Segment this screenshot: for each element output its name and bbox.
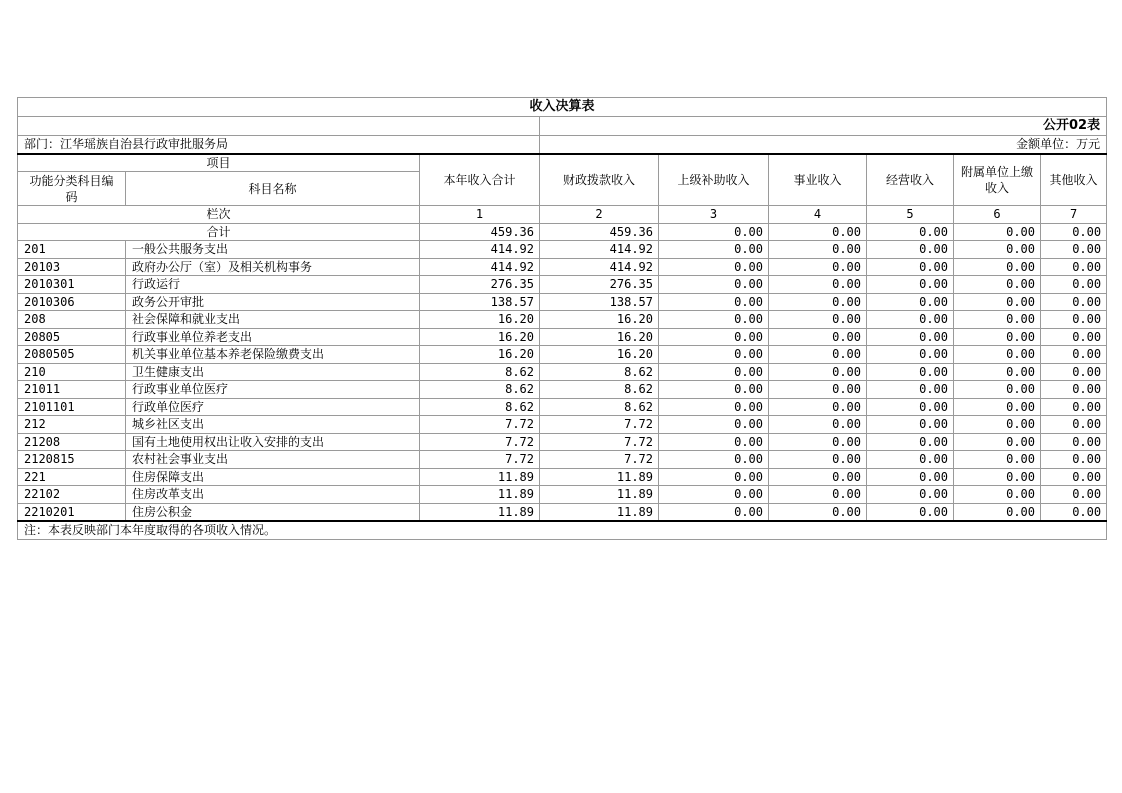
row-value: 0.00 <box>769 416 867 434</box>
row-value: 276.35 <box>420 276 540 294</box>
row-value: 8.62 <box>540 363 659 381</box>
header-operating-income: 经营收入 <box>867 154 954 206</box>
row-name: 住房改革支出 <box>126 486 420 504</box>
row-value: 0.00 <box>1041 258 1107 276</box>
form-id-row <box>18 117 1107 136</box>
row-value: 0.00 <box>1041 398 1107 416</box>
row-value: 7.72 <box>420 433 540 451</box>
row-value: 0.00 <box>769 311 867 329</box>
income-settlement-sheet <box>17 97 1106 540</box>
row-value: 0.00 <box>954 451 1041 469</box>
row-value: 0.00 <box>954 258 1041 276</box>
header-business-income: 事业收入 <box>769 154 867 206</box>
total-value: 459.36 <box>420 223 540 241</box>
row-value: 0.00 <box>659 276 769 294</box>
row-value: 0.00 <box>769 258 867 276</box>
row-name: 行政运行 <box>126 276 420 294</box>
row-value: 0.00 <box>954 276 1041 294</box>
row-value: 0.00 <box>1041 381 1107 399</box>
row-value: 0.00 <box>1041 503 1107 521</box>
row-value: 0.00 <box>867 276 954 294</box>
header-total-income: 本年收入合计 <box>420 154 540 206</box>
row-value: 0.00 <box>954 363 1041 381</box>
row-value: 0.00 <box>659 416 769 434</box>
row-value: 11.89 <box>420 468 540 486</box>
row-value: 0.00 <box>1041 433 1107 451</box>
row-value: 0.00 <box>867 346 954 364</box>
table-row <box>18 486 1107 504</box>
row-name: 机关事业单位基本养老保险缴费支出 <box>126 346 420 364</box>
seq-number: 4 <box>769 206 867 224</box>
seq-number: 3 <box>659 206 769 224</box>
row-value: 0.00 <box>769 503 867 521</box>
header-name: 科目名称 <box>126 172 420 206</box>
row-value: 8.62 <box>420 363 540 381</box>
row-value: 16.20 <box>420 346 540 364</box>
row-name: 住房公积金 <box>126 503 420 521</box>
row-name: 卫生健康支出 <box>126 363 420 381</box>
table-row <box>18 293 1107 311</box>
row-value: 0.00 <box>659 381 769 399</box>
row-value: 0.00 <box>659 328 769 346</box>
row-name: 行政事业单位养老支出 <box>126 328 420 346</box>
row-value: 0.00 <box>769 241 867 259</box>
total-value: 0.00 <box>867 223 954 241</box>
row-value: 11.89 <box>420 503 540 521</box>
table-row <box>18 258 1107 276</box>
row-value: 0.00 <box>659 468 769 486</box>
row-value: 8.62 <box>420 398 540 416</box>
note-row <box>18 521 1107 539</box>
row-name: 政务公开审批 <box>126 293 420 311</box>
row-code: 2010301 <box>18 276 126 294</box>
row-value: 0.00 <box>769 293 867 311</box>
row-value: 0.00 <box>769 398 867 416</box>
form-id: 公开02表 <box>540 117 1107 136</box>
row-value: 7.72 <box>540 451 659 469</box>
row-value: 0.00 <box>769 276 867 294</box>
row-value: 0.00 <box>659 398 769 416</box>
row-value: 16.20 <box>540 328 659 346</box>
row-value: 11.89 <box>540 486 659 504</box>
row-value: 0.00 <box>867 451 954 469</box>
row-value: 0.00 <box>1041 416 1107 434</box>
row-name: 行政事业单位医疗 <box>126 381 420 399</box>
row-value: 0.00 <box>1041 311 1107 329</box>
seq-number: 5 <box>867 206 954 224</box>
row-value: 0.00 <box>659 241 769 259</box>
row-value: 0.00 <box>867 328 954 346</box>
row-code: 210 <box>18 363 126 381</box>
row-value: 276.35 <box>540 276 659 294</box>
row-value: 0.00 <box>954 398 1041 416</box>
row-value: 0.00 <box>954 346 1041 364</box>
row-value: 16.20 <box>540 311 659 329</box>
row-code: 21208 <box>18 433 126 451</box>
row-code: 201 <box>18 241 126 259</box>
row-value: 414.92 <box>540 258 659 276</box>
row-value: 0.00 <box>659 433 769 451</box>
row-value: 7.72 <box>540 416 659 434</box>
row-value: 8.62 <box>540 381 659 399</box>
table-row <box>18 451 1107 469</box>
table-row <box>18 398 1107 416</box>
row-value: 0.00 <box>659 363 769 381</box>
table-row <box>18 433 1107 451</box>
row-value: 0.00 <box>659 311 769 329</box>
table-row <box>18 416 1107 434</box>
row-value: 11.89 <box>540 468 659 486</box>
row-value: 0.00 <box>769 433 867 451</box>
row-value: 138.57 <box>420 293 540 311</box>
row-value: 0.00 <box>769 328 867 346</box>
row-name: 社会保障和就业支出 <box>126 311 420 329</box>
row-value: 0.00 <box>867 241 954 259</box>
row-value: 0.00 <box>867 503 954 521</box>
total-value: 0.00 <box>1041 223 1107 241</box>
row-name: 政府办公厅（室）及相关机构事务 <box>126 258 420 276</box>
row-value: 16.20 <box>540 346 659 364</box>
total-value: 0.00 <box>954 223 1041 241</box>
row-value: 0.00 <box>1041 451 1107 469</box>
table-row <box>18 311 1107 329</box>
row-value: 7.72 <box>540 433 659 451</box>
row-code: 2210201 <box>18 503 126 521</box>
row-code: 2010306 <box>18 293 126 311</box>
row-value: 0.00 <box>1041 363 1107 381</box>
row-value: 11.89 <box>420 486 540 504</box>
row-value: 0.00 <box>659 346 769 364</box>
row-value: 0.00 <box>954 241 1041 259</box>
row-value: 0.00 <box>867 398 954 416</box>
row-value: 0.00 <box>954 468 1041 486</box>
total-label: 合计 <box>18 223 420 241</box>
row-value: 0.00 <box>867 363 954 381</box>
row-value: 138.57 <box>540 293 659 311</box>
row-value: 16.20 <box>420 328 540 346</box>
table-row <box>18 328 1107 346</box>
seq-number: 2 <box>540 206 659 224</box>
row-value: 0.00 <box>954 311 1041 329</box>
row-value: 0.00 <box>867 468 954 486</box>
row-value: 0.00 <box>1041 328 1107 346</box>
row-code: 2101101 <box>18 398 126 416</box>
table-row <box>18 363 1107 381</box>
header-project: 项目 <box>18 154 420 172</box>
row-value: 7.72 <box>420 416 540 434</box>
row-value: 0.00 <box>867 486 954 504</box>
row-value: 414.92 <box>420 241 540 259</box>
table-title: 收入决算表 <box>18 98 1107 117</box>
seq-number: 1 <box>420 206 540 224</box>
table-note: 注：本表反映部门本年度取得的各项收入情况。 <box>18 521 1107 539</box>
row-name: 国有土地使用权出让收入安排的支出 <box>126 433 420 451</box>
row-value: 0.00 <box>867 293 954 311</box>
row-value: 8.62 <box>540 398 659 416</box>
row-value: 0.00 <box>769 451 867 469</box>
header-superior-subsidy: 上级补助收入 <box>659 154 769 206</box>
row-code: 20103 <box>18 258 126 276</box>
row-value: 8.62 <box>420 381 540 399</box>
row-code: 2120815 <box>18 451 126 469</box>
row-value: 0.00 <box>1041 486 1107 504</box>
meta-row <box>18 136 1107 154</box>
row-value: 0.00 <box>954 328 1041 346</box>
seq-number: 7 <box>1041 206 1107 224</box>
row-value: 0.00 <box>1041 346 1107 364</box>
row-code: 208 <box>18 311 126 329</box>
row-value: 0.00 <box>954 503 1041 521</box>
row-value: 0.00 <box>867 258 954 276</box>
row-code: 2080505 <box>18 346 126 364</box>
row-name: 城乡社区支出 <box>126 416 420 434</box>
header-code: 功能分类科目编码 <box>18 172 126 206</box>
row-value: 0.00 <box>954 381 1041 399</box>
data-rows <box>18 241 1107 522</box>
row-value: 0.00 <box>769 346 867 364</box>
total-value: 0.00 <box>659 223 769 241</box>
row-value: 16.20 <box>420 311 540 329</box>
row-value: 0.00 <box>954 416 1041 434</box>
row-value: 0.00 <box>867 416 954 434</box>
header-affiliated-income: 附属单位上缴收入 <box>954 154 1041 206</box>
row-code: 22102 <box>18 486 126 504</box>
row-value: 0.00 <box>1041 241 1107 259</box>
row-value: 0.00 <box>769 468 867 486</box>
seq-label: 栏次 <box>18 206 420 224</box>
row-code: 221 <box>18 468 126 486</box>
table-row <box>18 276 1107 294</box>
row-value: 0.00 <box>769 363 867 381</box>
row-code: 212 <box>18 416 126 434</box>
row-code: 21011 <box>18 381 126 399</box>
row-value: 0.00 <box>659 258 769 276</box>
header-fiscal-allocation: 财政拨款收入 <box>540 154 659 206</box>
header-other-income: 其他收入 <box>1041 154 1107 206</box>
row-value: 0.00 <box>659 503 769 521</box>
row-value: 0.00 <box>954 293 1041 311</box>
seq-row <box>18 206 1107 224</box>
row-value: 11.89 <box>540 503 659 521</box>
table-row <box>18 503 1107 521</box>
row-value: 414.92 <box>420 258 540 276</box>
row-value: 0.00 <box>867 381 954 399</box>
total-value: 459.36 <box>540 223 659 241</box>
row-name: 一般公共服务支出 <box>126 241 420 259</box>
row-value: 0.00 <box>954 486 1041 504</box>
row-value: 0.00 <box>659 451 769 469</box>
table-row <box>18 241 1107 259</box>
row-name: 行政单位医疗 <box>126 398 420 416</box>
table-row <box>18 468 1107 486</box>
row-name: 住房保障支出 <box>126 468 420 486</box>
total-row <box>18 223 1107 241</box>
seq-number: 6 <box>954 206 1041 224</box>
table-row <box>18 381 1107 399</box>
row-value: 0.00 <box>1041 468 1107 486</box>
unit-label: 金额单位：万元 <box>540 136 1107 154</box>
row-value: 0.00 <box>1041 293 1107 311</box>
row-code: 20805 <box>18 328 126 346</box>
header-row-1 <box>18 154 1107 172</box>
income-settlement-table <box>17 97 1107 540</box>
row-value: 0.00 <box>659 486 769 504</box>
title-row <box>18 98 1107 117</box>
row-value: 0.00 <box>769 486 867 504</box>
row-value: 0.00 <box>867 311 954 329</box>
row-value: 0.00 <box>867 433 954 451</box>
total-value: 0.00 <box>769 223 867 241</box>
row-value: 0.00 <box>1041 276 1107 294</box>
row-value: 0.00 <box>769 381 867 399</box>
row-value: 7.72 <box>420 451 540 469</box>
table-row <box>18 346 1107 364</box>
department-label: 部门：江华瑶族自治县行政审批服务局 <box>18 136 540 154</box>
row-value: 0.00 <box>659 293 769 311</box>
row-value: 0.00 <box>954 433 1041 451</box>
row-value: 414.92 <box>540 241 659 259</box>
row-name: 农村社会事业支出 <box>126 451 420 469</box>
